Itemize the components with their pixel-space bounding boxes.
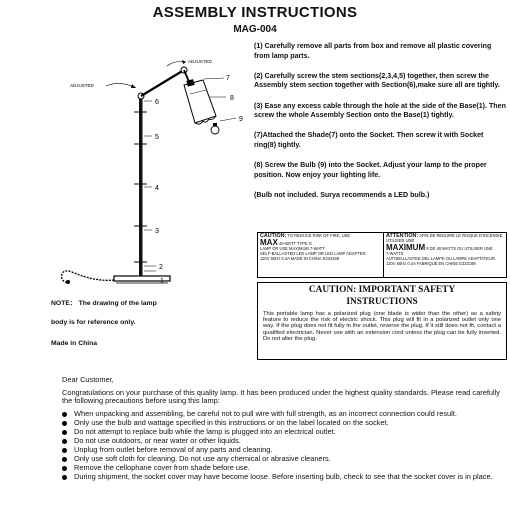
part-number-8: 8 (230, 95, 234, 102)
lamp-shade (184, 80, 216, 124)
caution-label-line2: LAMP OR USE MAXIMUM 7-WATT (260, 246, 325, 251)
customer-precautions (62, 376, 502, 483)
part-number-4: 4 (155, 185, 159, 192)
bulb-note: (Bulb not included. Surya recommends a LED bulb.) (254, 190, 430, 199)
caution-label-max-text: 40-WATT TYPE G (278, 241, 312, 246)
part-number-5: 5 (155, 134, 159, 141)
safety-box-body: This portable lamp has a polarized plug (one blade is wider than the other) as a safety feature to reduce the risk of electric shock. This plug will fit in a polarized outlet only one way. If the plug does not fit fully in the outlet, reverse the plug. If it still does not fit, contact a qualified electrician. Never use with an extension cord unless the plug can be fully inserted. Do not alter the plug. (263, 311, 501, 342)
part-number-6: 6 (155, 99, 159, 106)
caution-label-french (383, 233, 507, 277)
bullet-icon (62, 421, 67, 426)
step-1: (1) Carefully remove all parts from box and remove all plastic covering from lamp parts. (254, 42, 492, 60)
lamp-diagram (50, 50, 250, 290)
model-number: MAG-004 (233, 24, 277, 35)
bullet-icon (62, 430, 67, 435)
step-5: (8) Screw the Bulb (9) into the Socket. Adjust your lamp to the proper position. Now enjoy your lighting life. (254, 161, 487, 179)
list-item: Only use the bulb and wattage specified in this instructions or on the label located on the socket. (62, 419, 502, 428)
customer-greeting: Dear Customer, (62, 375, 114, 384)
lamp-arm (141, 70, 184, 96)
customer-intro: Congratulations on your purchase of this quality lamp. It has been produced under the highest quality standards. Please read carefully the following precautions before using this lamp: (62, 387, 500, 406)
made-in-label: Made in China (51, 340, 98, 347)
bullet-icon (62, 439, 67, 444)
adjusted-label-left: ADJUSTED (70, 83, 94, 88)
safety-box-subtitle: INSTRUCTIONS (346, 297, 418, 307)
attention-label-line3: AUTOBALLASTEE DEL LAMPE OU LAMPE ADAPTATEUR. (386, 255, 496, 261)
list-item: When unpacking and assembling, be careful not to pull wire with full strength, as an incorrect connection could result. (62, 410, 502, 419)
list-item: Do not use outdoors, or near water or other liquids. (62, 437, 502, 446)
attention-label-max-text: 9 DE 40 WATTS OU UTILISER UNE (426, 245, 493, 251)
caution-labels (257, 232, 507, 278)
drawing-note-line2: body is for reference only. (51, 319, 136, 326)
part-number-2: 2 (159, 264, 163, 271)
bullet-icon (62, 412, 67, 417)
lamp-stem (139, 96, 143, 276)
bulb (211, 123, 219, 134)
caution-label-max: MAX (260, 238, 278, 247)
attention-label-heading: ATTENTION: (386, 233, 419, 239)
safety-instructions-box (257, 282, 507, 360)
drawing-note-line1: NOTE： The drawing of the lamp (51, 300, 157, 307)
caution-label-english (260, 233, 378, 277)
caution-label-code: E333188 (322, 255, 339, 261)
attention-label-heading-rest: AFIN DE REDUIRE LE RISQUE D'INCENDIE, UTILISER UNE (386, 233, 504, 243)
attention-label-max: MAXIMUM (386, 242, 426, 252)
attention-label-line4: 120V 60Hz 0.4A FABRIQUE EN CHINE (386, 260, 459, 266)
bullet-icon (62, 448, 67, 453)
list-item: Only use soft cloth for cleaning. Do not use any chemical or abrasive cleaners. (62, 455, 502, 464)
page-title: ASSEMBLY INSTRUCTIONS (152, 4, 358, 21)
caution-label-line4: 120V 60Hz 0.4A MADE IN CHINA (260, 255, 322, 261)
list-item: During shipment, the socket cover may have become loose. Before inserting bulb, check to see that the socket cover is in place. (62, 473, 502, 482)
step-2: (2) Carefully screw the stem sections(2,3,4,5) together, then screw the Assembly stem section together with Section(6),make sure all are tightly. (254, 71, 500, 90)
adjusted-label-right: ADJUSTED (188, 59, 212, 64)
attention-label-code: E333188 (459, 260, 476, 266)
list-item: Do not attempt to replace bulb while the lamp is plugged into an electrical outlet. (62, 428, 502, 437)
part-number-9: 9 (239, 116, 243, 123)
step-3: (3) Ease any excess cable through the hole at the side of the Base(1). Then screw the whole Assembly Section onto the Base(1) tightly. (254, 101, 506, 120)
caution-label-line3: SELF-BALLASTED LED LAMP OR LED LAMP ADAPTER. (260, 250, 367, 256)
assembly-steps (254, 42, 506, 211)
bullet-icon (62, 457, 67, 462)
precaution-list (62, 410, 502, 482)
part-number-3: 3 (155, 228, 159, 235)
list-item: Unplug from outlet before removal of any parts and cleaning. (62, 446, 502, 455)
bullet-icon (62, 475, 67, 480)
caution-label-heading: CAUTION: (260, 233, 287, 239)
list-item: Remove the cellophane cover from shade before use. (62, 464, 502, 473)
caution-label-heading-rest: TO REDUCE RISK OF FIRE, USE (287, 233, 351, 238)
bullet-icon (62, 466, 67, 471)
safety-box-title: CAUTION: IMPORTANT SAFETY (308, 285, 456, 295)
attention-label-line2: 7-WATTS (386, 250, 404, 256)
step-4: (7)Attached the Shade(7) onto the Socket. Then screw it with Socket ring(8) tightly. (254, 131, 484, 149)
part-number-1: 1 (160, 278, 164, 285)
part-number-7: 7 (226, 75, 230, 82)
